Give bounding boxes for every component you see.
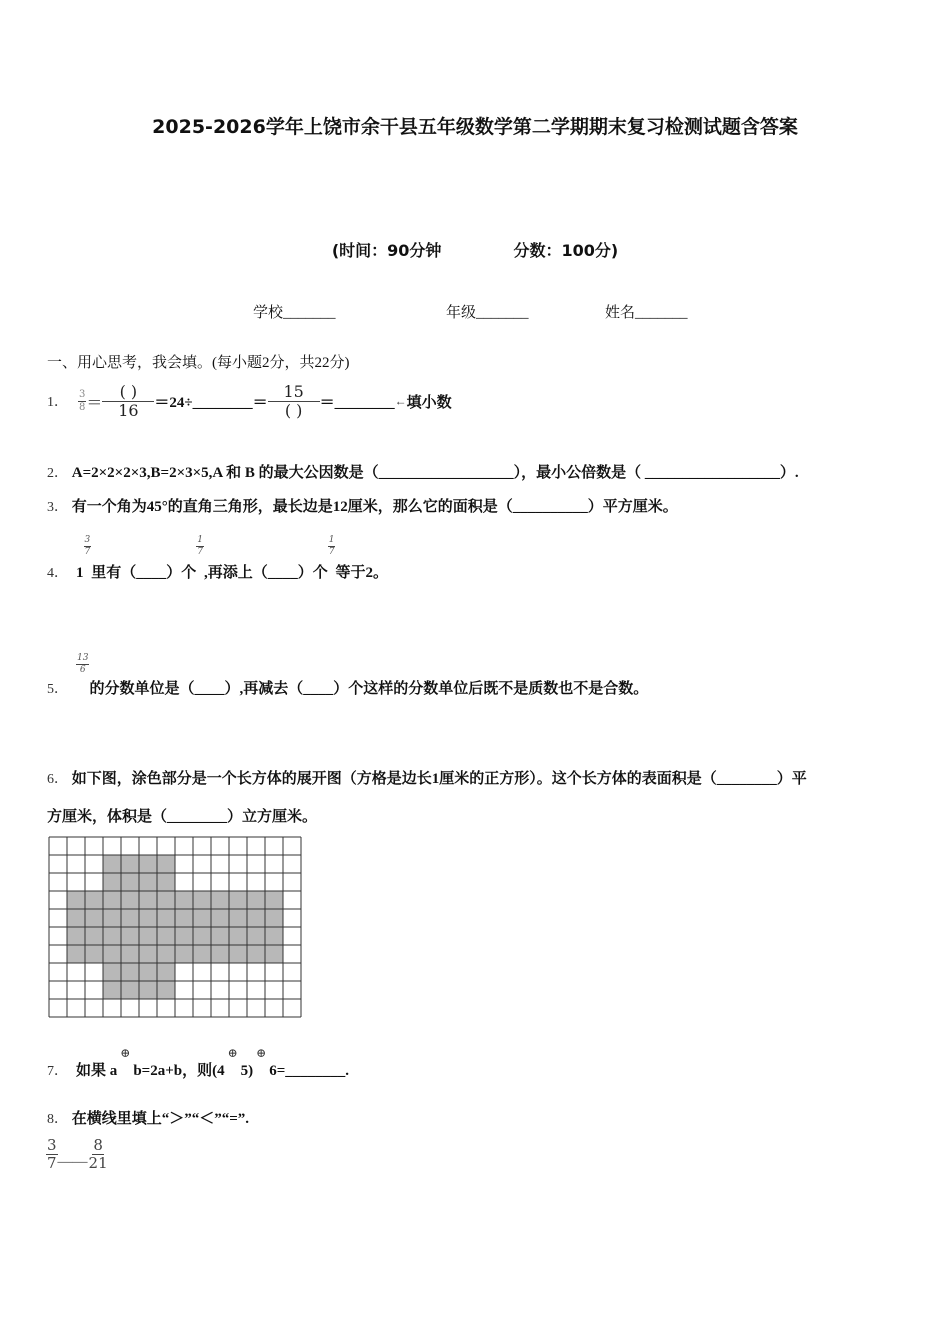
shaded-cell [265,891,283,909]
shaded-cell [103,909,121,927]
shaded-cell [121,927,139,945]
question-text: 在横线里填上“＞”“＜”“=”. [71,1111,250,1127]
shaded-cell [175,927,193,945]
circle-plus-icon: ⊕ [227,1046,238,1060]
total-score: 分数：100分) [513,241,619,260]
question-number: 2． [47,466,68,481]
arrow-left-icon: ← [394,393,407,408]
name-field[interactable]: 姓名_______ [605,305,688,321]
shaded-cell [85,927,103,945]
shaded-cell [157,981,175,999]
shaded-cell [265,927,283,945]
question-text: 如下图，涂色部分是一个长方体的展开图（方格是边长1厘米的正方形）。这个长方体的表面积是（________）平 [71,771,807,787]
net-grid-figure [48,836,304,1022]
shaded-cell [103,981,121,999]
question-number: 8． [47,1112,68,1127]
question-6 [47,767,807,788]
shaded-cell [247,909,265,927]
shaded-cell [139,927,157,945]
school-field[interactable]: 学校_______ [253,305,336,321]
shaded-cell [175,891,193,909]
shaded-cell [103,945,121,963]
shaded-cell [103,873,121,891]
fraction: $\frac{13}{6}$ [77,653,89,675]
compare-fractions [46,1138,109,1171]
shaded-cell [193,909,211,927]
shaded-cell [211,945,229,963]
shaded-cell [85,945,103,963]
shaded-cell [121,873,139,891]
shaded-cell [121,855,139,873]
question-1: 1． $\frac{3}{8}$ ＝ $\frac{( )}{16}$ ＝24÷________＝ $\frac{15}{( )}$ ＝________ ← 填小数 [47,381,452,420]
shaded-cell [157,855,175,873]
question-number: 1． [47,395,68,410]
shaded-cell [67,927,85,945]
grade-field[interactable]: 年级_______ [446,305,529,321]
shaded-cell [103,891,121,909]
shaded-cell [193,891,211,909]
fraction: $\frac{1}{7}$ [328,535,335,557]
shaded-cell [157,891,175,909]
fraction: $\frac{( )}{16}$ [102,384,154,419]
shaded-cell [85,891,103,909]
shaded-cell [67,909,85,927]
shaded-cell [157,945,175,963]
question-8 [47,1107,249,1128]
question-2 [47,461,799,482]
shaded-cell [139,945,157,963]
shaded-cell [175,945,193,963]
section-heading: 一、用心思考，我会填。(每小题2分，共22分) [47,355,350,371]
shaded-cell [157,909,175,927]
shaded-cell [211,891,229,909]
shaded-cell [193,927,211,945]
fraction: $\frac{15}{( )}$ [268,384,320,419]
shaded-cell [85,909,103,927]
answer-blank[interactable]: ＝24÷________＝ [154,394,268,411]
shaded-cell [157,963,175,981]
shaded-cell [139,963,157,981]
question-text: 的分数单位是（____）,再减去（____）个这样的分数单位后既不是质数也不是合数。 [89,681,649,697]
shaded-cell [139,855,157,873]
question-text: A=2×2×2×3,B=2×3×5,A 和 B 的最大公因数是（__________________），最小公倍数是（ __________________）. [71,465,799,481]
question-text: 有一个角为45°的直角三角形，最长边是12厘米，那么它的面积是（__________）平方厘米。 [71,499,678,515]
answer-blank[interactable]: 6=________. [269,1063,350,1079]
exam-meta [0,238,950,261]
circle-plus-icon: ⊕ [120,1046,131,1060]
fraction: $\frac{3}{8}$ [79,388,86,413]
shaded-cell [67,891,85,909]
shaded-cell [265,909,283,927]
answer-blank[interactable]: ＝________ [319,394,395,411]
shaded-cell [193,945,211,963]
fraction: $\frac{8}{21}$ [88,1136,108,1172]
question-6-continued: 方厘米，体积是（________）立方厘米。 [47,809,318,825]
question-4: 4． 1 $\frac{3}{7}$ 里有（____）个 $\frac{1}{7}$ ,再添上（____）个 $\frac{1}{7}$ 等于2。 [47,535,388,581]
shaded-cell [229,927,247,945]
shaded-cell [139,873,157,891]
shaded-cell [175,909,193,927]
shaded-cell [121,963,139,981]
shaded-cell [211,927,229,945]
question-number: 4． [47,566,68,581]
shaded-cell [103,855,121,873]
shaded-cell [103,963,121,981]
question-5 [47,654,648,698]
question-number: 7． [47,1064,68,1079]
shaded-cell [121,945,139,963]
circle-plus-icon: ⊕ [256,1046,267,1060]
shaded-cell [247,927,265,945]
page-title: 2025-2026学年上饶市余干县五年级数学第二学期期末复习检测试题含答案 [152,116,798,138]
question-3 [47,495,678,516]
time-limit: (时间：90分钟 [331,241,442,260]
shaded-cell [67,945,85,963]
shaded-cell [103,927,121,945]
shaded-cell [121,909,139,927]
shaded-cell [157,927,175,945]
question-number: 5． [47,682,68,697]
shaded-cell [247,891,265,909]
shaded-cell [121,981,139,999]
shaded-cell [247,945,265,963]
shaded-cell [229,891,247,909]
shaded-cell [229,909,247,927]
shaded-cell [229,945,247,963]
answer-blank[interactable]: —— [57,1154,88,1170]
shaded-cell [139,909,157,927]
shaded-cell [265,945,283,963]
fraction: $\frac{3}{7}$ [84,535,91,557]
question-number: 3． [47,500,68,515]
question-7: 7． 如果 a ⊕ b=2a+b，则(4 ⊕ 5) ⊕ 6=________. [47,1046,350,1079]
question-number: 6． [47,772,68,787]
shaded-cell [121,891,139,909]
shaded-cell [157,873,175,891]
shaded-cell [139,981,157,999]
fraction: $\frac{3}{7}$ [47,1136,57,1172]
fraction: $\frac{1}{7}$ [197,535,203,557]
shaded-cell [211,909,229,927]
shaded-cell [139,891,157,909]
